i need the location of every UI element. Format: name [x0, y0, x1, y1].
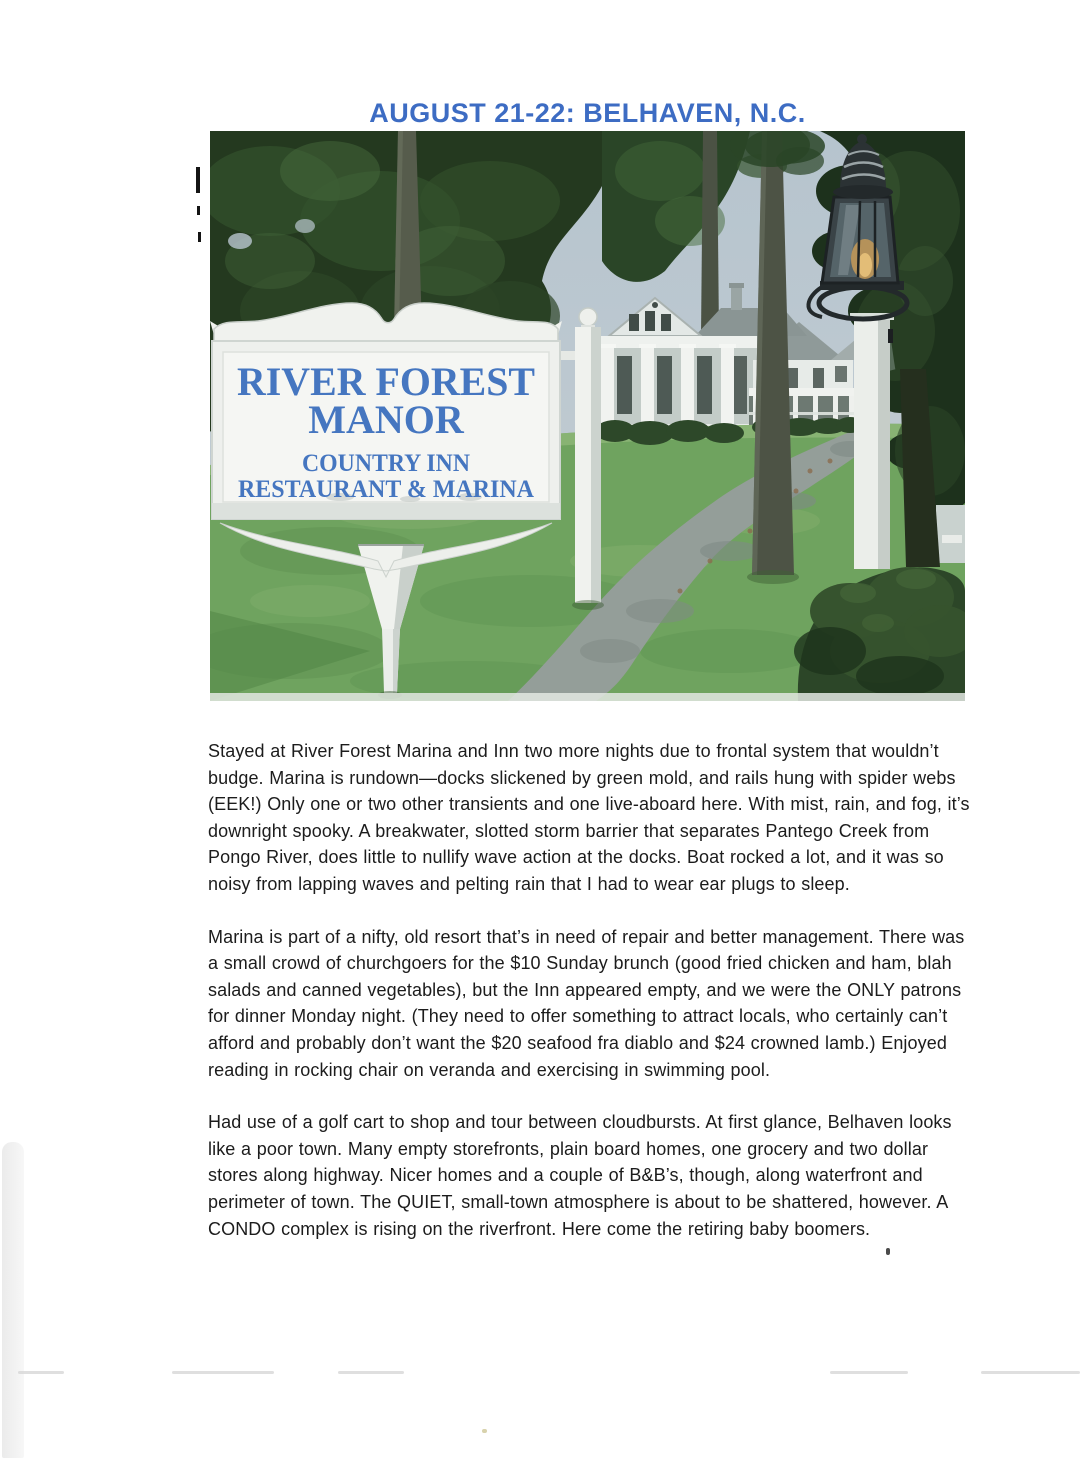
distant-shore: [936, 505, 965, 563]
scan-artifact-line: [830, 1371, 908, 1374]
sign-line-1: RIVER FOREST: [237, 359, 536, 404]
scan-artifact-strip: [2, 1142, 24, 1458]
page-title: AUGUST 21-22: BELHAVEN, N.C.: [369, 98, 806, 128]
scan-artifact-line: [981, 1371, 1080, 1374]
scan-artifact-line: [338, 1371, 404, 1374]
paragraph-1: Stayed at River Forest Marina and Inn two more nights due to frontal system that wouldn’t budge. Marina is rundown—docks slickened by green mold, and rails hung with spider webs (EEK!) Only one or two other transients and one live-aboard here. With mist, rain, and fog, it’s downright spooky. A breakwater, slotted storm barrier that separates Pantego Creek from Pongo River, does little to nullify wave action at the docks. Boat rocked a lot, and it was so noisy from lapping waves and pelting rain that I had to wear ear plugs to sleep.: [208, 741, 970, 894]
photo-bottom-edge: [210, 693, 965, 701]
scan-artifact-tick: [198, 232, 201, 242]
scan-artifact-tick: [196, 167, 200, 193]
journal-body: [208, 738, 978, 1268]
sign-line-4: RESTAURANT & MARINA: [238, 476, 534, 503]
scan-artifact-line: [18, 1371, 64, 1374]
manor-photo: [210, 131, 965, 701]
paragraph-3: Had use of a golf cart to shop and tour between cloudbursts. At first glance, Belhaven looks like a poor town. Many empty storefronts, plain board homes, one grocery and two dollar stores along highway. Nicer homes and a couple of B&B’s, though, along waterfront and perimeter of town. The QUIET, small-town atmosphere is about to be shattered, however. A CONDO complex is rising on the riverfront. Here come the retiring baby boomers.: [208, 1112, 952, 1239]
manor-photo-illustration: [210, 131, 965, 701]
scan-artifact-line: [172, 1371, 274, 1374]
sign-line-3: COUNTRY INN: [302, 450, 470, 477]
scan-artifact-speck: [482, 1429, 487, 1433]
scan-artifact-tick: [197, 206, 200, 215]
scan-artifact-dot: [886, 1248, 890, 1255]
sign-line-2: MANOR: [308, 397, 464, 442]
paragraph-2: Marina is part of a nifty, old resort that’s in need of repair and better management. There was a small crowd of churchgoers for the $10 Sunday brunch (good fried chicken and ham, blah salads and canned vegetables), but the Inn appeared empty, and we were the ONLY patrons for dinner Monday night. (They need to offer something to attract locals, who certainly can’t afford and probably don’t want the $20 seafood fra diablo and $24 crowned lamb.) Enjoyed reading in rocking chair on veranda and exercising in swimming pool.: [208, 926, 965, 1080]
